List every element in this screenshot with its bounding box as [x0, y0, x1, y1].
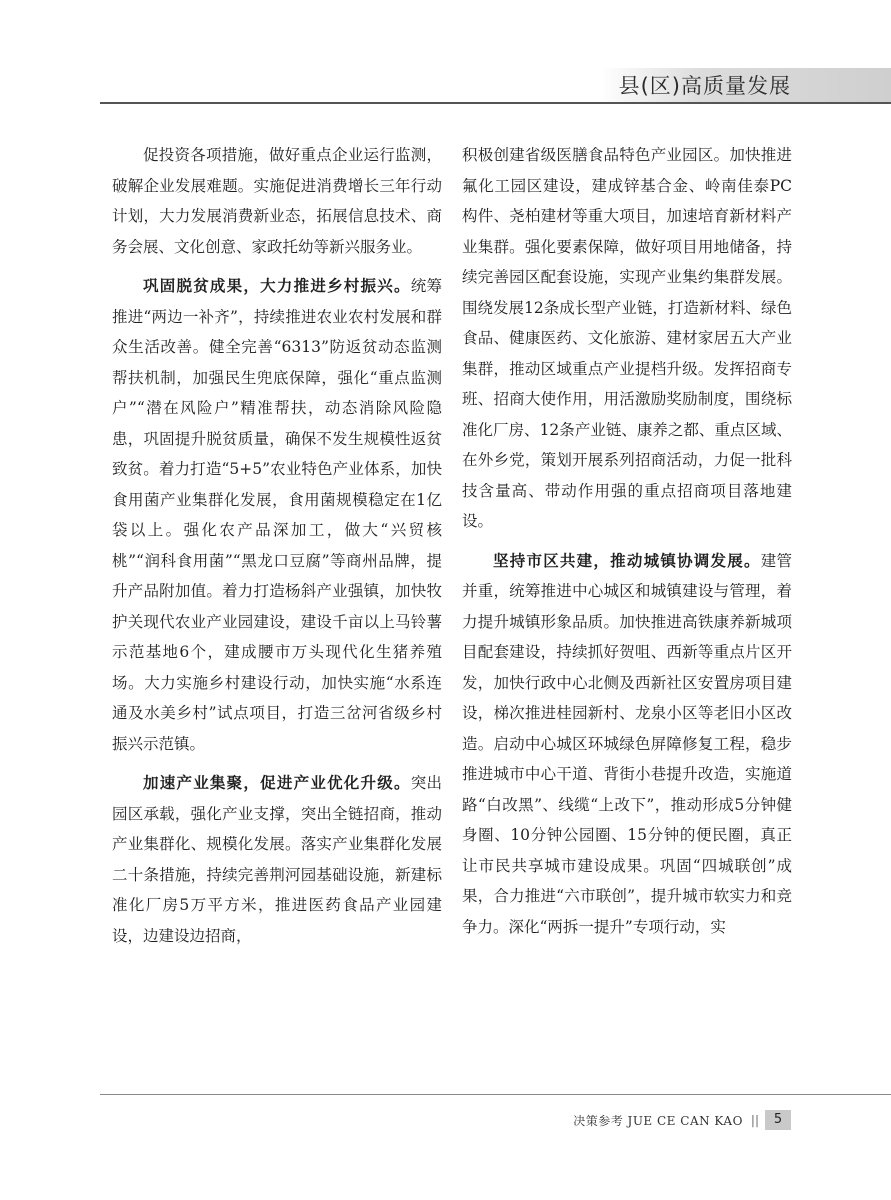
right-column: [462, 140, 792, 951]
paragraph-lead: 加速产业集聚，促进产业优化升级。: [143, 773, 411, 792]
paragraph-urban-development: [462, 546, 792, 943]
paragraph-body: 统筹推进“两边一补齐”，持续推进农业农村发展和群众生活改善。健全完善“6313”防返贫动态监测帮扶机制，加强民生兜底保障，强化“重点监测户”“潜在风险户”精准帮扶，动态消除风险隐患，巩固提升脱贫质量，确保不发生规模性返贫致贫。着力打造“5+5”农业特色产业体系，加快食用菌产业集群化发展，食用菌规模稳定在1亿袋以上。强化农产品深加工，做大“兴贸核桃”“润科食用菌”“黑龙口豆腐”等商州品牌，提升产品附加值。着力打造杨斜产业强镇，加快牧护关现代农业产业园建设，建设千亩以上马铃薯示范基地6个，建成腰市万头现代化生猪养殖场。大力实施乡村建设行动，加快实施“水系连通及水美乡村”试点项目，打造三岔河省级乡村振兴示范镇。: [112, 277, 442, 753]
header-rule: [100, 102, 891, 104]
paragraph-lead: 坚持市区共建，推动城镇协调发展。: [493, 550, 761, 570]
paragraph-rural-revitalization: [112, 271, 442, 759]
paragraph-consumption: 促投资各项措施，做好重点企业运行监测，破解企业发展难题。实施促进消费增长三年行动计划，大力发展消费新业态，拓展信息技术、商务会展、文化创意、家政托幼等新兴服务业。: [112, 146, 442, 256]
paragraph-industrial-parks: 积极创建省级医膳食品特色产业园区。加快推进氟化工园区建设，建成锌基合金、岭南佳泰PC构件、尧柏建材等重大项目，加速培育新材料产业集群。强化要素保障，做好项目用地储备，持续完善园区配套设施，实现产业集约集群发展。围绕发展12条成长型产业链，打造新材料、绿色食品、健康医药、文化旅游、建材家居五大产业集群，推动区域重点产业提档升级。发挥招商专班、招商大使作用，用活激励奖励制度，围绕标准化厂房、12条产业链、康养之都、重点区域、在外乡党，策划开展系列招商活动，力促一批科技含量高、带动作用强的重点招商项目落地建设。: [462, 146, 792, 530]
footer-separator: ||: [750, 1113, 759, 1127]
journal-name: 决策参考 JUE CE CAN KAO: [573, 1113, 743, 1128]
paragraph-lead: 巩固脱贫成果，大力推进乡村振兴。: [143, 276, 411, 295]
page-number: 5: [765, 1110, 791, 1130]
footer-rule: [100, 1094, 891, 1095]
left-column: [112, 140, 442, 960]
section-title: 县(区)高质量发展: [618, 74, 791, 98]
page-footer: [573, 1110, 791, 1130]
paragraph-body: 建管并重，统筹推进中心城区和城镇建设与管理，着力提升城镇形象品质。加快推进高铁康养新城项目配套建设，持续抓好贺咀、西新等重点片区开发，加快行政中心北侧及西新社区安置房项目建设，梯次推进桂园新村、龙泉小区等老旧小区改造。启动中心城区环城绿色屏障修复工程，稳步推进城市中心干道、背街小巷提升改造，实施道路“白改黑”、线缆“上改下”，推动形成5分钟健身圈、10分钟公园圈、15分钟的便民圈，真正让市民共享城市建设成果。巩固“四城联创”成果，合力推进“六市联创”，提升城市软实力和竞争力。深化“两拆一提升”专项行动，实: [462, 551, 792, 936]
paragraph-industry-cluster: [112, 768, 442, 951]
paragraph-body: 突出园区承载，强化产业支撑，突出全链招商，推动产业集群化、规模化发展。落实产业集群化发展二十条措施，持续完善荆河园基础设施，新建标准化厂房5万平方米，推进医药食品产业园建设，边建设边招商，: [112, 774, 442, 945]
